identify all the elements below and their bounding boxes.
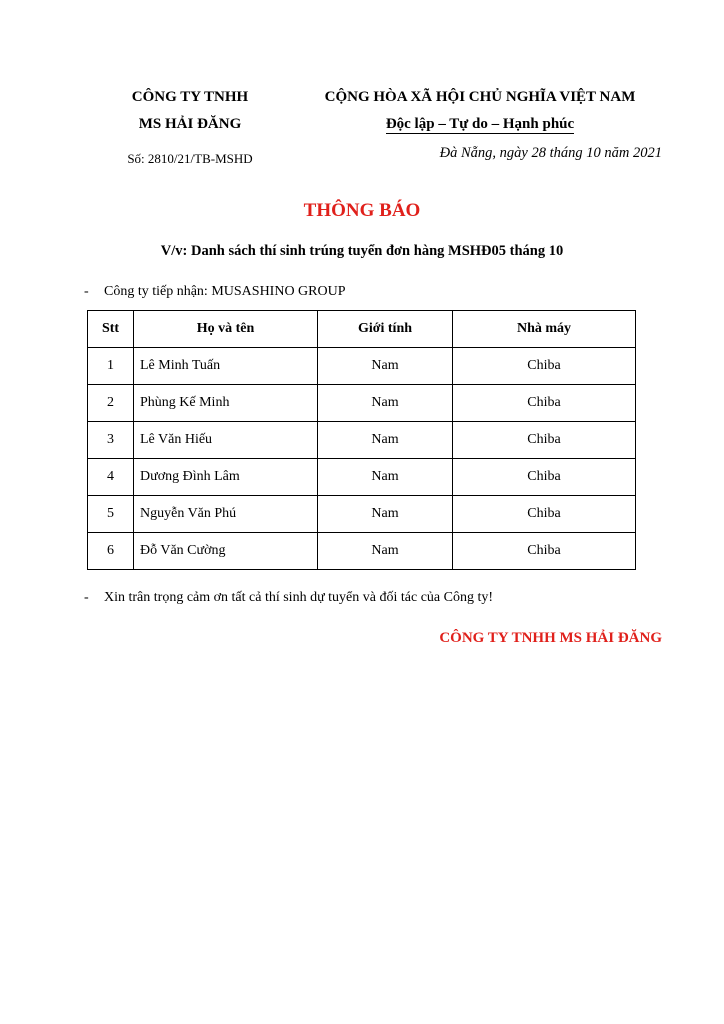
cell-stt: 6 [88,533,134,570]
bullet-dash: - [84,284,89,299]
thanks-text: Xin trân trọng cảm ơn tất cả thí sinh dự tuyển và đối tác của Công ty! [104,590,494,605]
cell-name: Nguyễn Văn Phú [134,496,318,533]
company-name-line1: CÔNG TY TNHH [131,89,249,105]
cell-gender: Nam [318,459,453,496]
column-header-gender: Giới tính [318,311,453,348]
cell-stt: 5 [88,496,134,533]
cell-gender: Nam [318,348,453,385]
cell-gender: Nam [318,385,453,422]
column-header-stt: Stt [88,311,134,348]
cell-plant: Chiba [453,496,636,533]
cell-stt: 1 [88,348,134,385]
table-row [88,348,636,385]
cell-name: Dương Đình Lâm [134,459,318,496]
cell-name: Lê Văn Hiếu [134,422,318,459]
table-row [88,459,636,496]
cell-gender: Nam [318,533,453,570]
cell-gender: Nam [318,422,453,459]
company-name-line2: MS HẢI ĐĂNG [138,116,242,132]
cell-name: Lê Minh Tuấn [134,348,318,385]
cell-plant: Chiba [453,533,636,570]
cell-plant: Chiba [453,385,636,422]
cell-plant: Chiba [453,422,636,459]
thanks-line [84,590,493,606]
cell-stt: 3 [88,422,134,459]
cell-gender: Nam [318,496,453,533]
cell-stt: 4 [88,459,134,496]
column-header-plant: Nhà máy [453,311,636,348]
receiving-company-text: Công ty tiếp nhận: MUSASHINO GROUP [104,284,346,299]
document-subject: V/v: Danh sách thí sinh trúng tuyển đơn hàng MSHĐ05 tháng 10 [160,243,564,259]
receiving-company-line [84,284,346,300]
cell-plant: Chiba [453,348,636,385]
cell-name: Phùng Kế Minh [134,385,318,422]
table-header-row [88,311,636,348]
motto-text: Độc lập – Tự do – Hạnh phúc [385,116,575,132]
column-header-name: Họ và tên [134,311,318,348]
document-number: Số: 2810/21/TB-MSHD [127,151,253,166]
document-title: THÔNG BÁO [303,200,421,221]
national-motto [300,116,660,133]
table-row [88,533,636,570]
republic-heading: CỘNG HÒA XÃ HỘI CHỦ NGHĨA VIỆT NAM [324,89,636,105]
cell-plant: Chiba [453,459,636,496]
bullet-dash: - [84,590,89,605]
cell-stt: 2 [88,385,134,422]
candidate-table [87,310,636,570]
table-row [88,422,636,459]
table-row [88,496,636,533]
place-and-date: Đà Nẵng, ngày 28 tháng 10 năm 2021 [439,145,662,161]
company-signature: CÔNG TY TNHH MS HẢI ĐĂNG [439,630,662,646]
cell-name: Đỗ Văn Cường [134,533,318,570]
table-row [88,385,636,422]
